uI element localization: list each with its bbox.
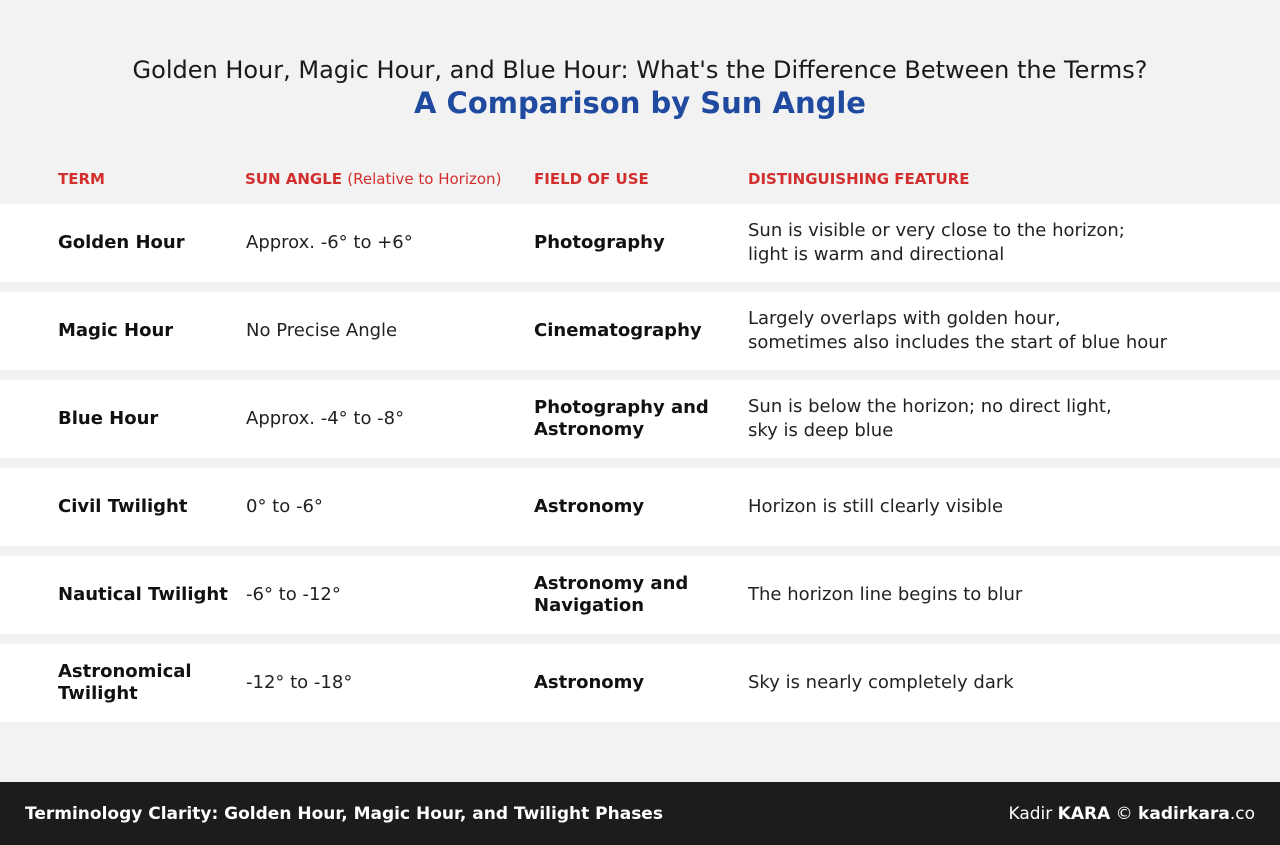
field-value: Astronomy [534,496,645,517]
angle-value: -6° to -12° [246,584,341,605]
feature-text: Sky is nearly completely dark [748,672,1014,693]
term-cell [58,468,238,546]
angle-cell [246,292,526,370]
angle-cell [246,556,526,634]
column-header-term: TERM [58,170,105,188]
feature-cell [748,644,1268,722]
feature-text: Sun is below the horizon; no direct light, sky is deep blue [748,396,1112,441]
feature-cell [748,468,1268,546]
term-cell [58,644,238,722]
column-header-sun-angle-label: SUN ANGLE [245,170,343,188]
term-cell [58,204,238,282]
angle-cell [246,380,526,458]
footer-bar [0,782,1280,845]
field-cell [534,556,739,634]
copyright-symbol: © [1115,803,1133,824]
table-row [0,380,1280,458]
feature-text: The horizon line begins to blur [748,584,1023,605]
term-label: Magic Hour [58,320,174,341]
angle-value: Approx. -6° to +6° [246,232,413,253]
field-cell [534,644,739,722]
page-title: Golden Hour, Magic Hour, and Blue Hour: What's the Difference Between the Terms? [132,56,1148,84]
feature-text: Largely overlaps with golden hour, sometimes also includes the start of blue hour [748,308,1168,353]
term-label: Civil Twilight [58,496,188,517]
table-row [0,292,1280,370]
field-value: Astronomy and Navigation [534,573,689,616]
term-label: Nautical Twilight [58,584,228,605]
feature-text: Horizon is still clearly visible [748,496,1004,517]
table-row [0,204,1280,282]
angle-value: No Precise Angle [246,320,398,341]
field-value: Astronomy [534,672,645,693]
site-tld: .co [1229,803,1255,824]
footer-caption: Terminology Clarity: Golden Hour, Magic Hour, and Twilight Phases [25,803,663,824]
site-name: kadirkara [1138,803,1230,824]
field-cell [534,204,739,282]
field-value: Cinematography [534,320,702,341]
term-label: Blue Hour [58,408,159,429]
term-cell [58,292,238,370]
term-cell [58,556,238,634]
table-row [0,644,1280,722]
field-value: Photography [534,232,665,253]
page-subtitle: A Comparison by Sun Angle [414,86,866,120]
column-header-sun-angle [245,168,501,190]
feature-cell [748,556,1268,634]
angle-cell [246,204,526,282]
angle-cell [246,468,526,546]
field-cell [534,468,739,546]
table-row [0,556,1280,634]
table-header [0,168,1280,190]
field-value: Photography and Astronomy [534,397,709,440]
feature-cell [748,292,1268,370]
table-row [0,468,1280,546]
column-header-feature: DISTINGUISHING FEATURE [748,170,970,188]
field-cell [534,292,739,370]
angle-cell [246,644,526,722]
angle-value: -12° to -18° [246,672,353,693]
feature-text: Sun is visible or very close to the horizon; light is warm and directional [748,220,1125,265]
angle-value: Approx. -4° to -8° [246,408,405,429]
author-last-name: KARA [1057,803,1111,824]
term-label: Astronomical Twilight [58,661,192,704]
term-label: Golden Hour [58,232,185,253]
term-cell [58,380,238,458]
feature-cell [748,204,1268,282]
field-cell [534,380,739,458]
column-header-sun-angle-note: (Relative to Horizon) [347,170,502,188]
footer-credit [1008,782,1255,845]
feature-cell [748,380,1268,458]
author-first-name: Kadir [1008,803,1053,824]
angle-value: 0° to -6° [246,496,323,517]
column-header-field: FIELD OF USE [534,170,649,188]
